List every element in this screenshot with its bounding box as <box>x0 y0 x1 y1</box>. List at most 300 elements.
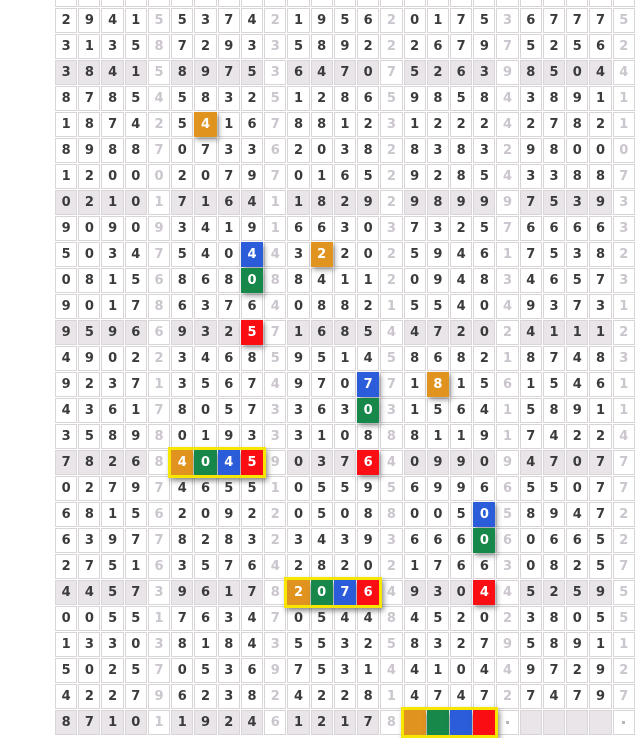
grid-cell: 8 <box>566 164 588 189</box>
grid-row <box>55 398 636 423</box>
grid-cell: 3 <box>218 658 240 683</box>
grid-cell: 6 <box>148 320 170 345</box>
highlight-cell-green <box>427 710 449 735</box>
grid-cell: 0 <box>589 138 611 163</box>
grid-cell: 5 <box>125 502 147 527</box>
grid-cell: 8 <box>171 60 193 85</box>
grid-cell: 1 <box>264 216 286 241</box>
grid-row <box>55 8 636 33</box>
grid-cell: 0 <box>194 502 216 527</box>
grid-cell: 3 <box>543 164 565 189</box>
grid-cell: 2 <box>194 528 216 553</box>
grid-cell: 6 <box>194 268 216 293</box>
highlight-cell-blue: 4 <box>241 242 263 267</box>
grid-cell: 1 <box>264 476 286 501</box>
grid-cell: 4 <box>311 60 333 85</box>
grid-cell: 4 <box>496 658 518 683</box>
grid-cell: 6 <box>427 34 449 59</box>
grid-cell <box>589 710 611 735</box>
grid-cell: 5 <box>520 580 542 605</box>
grid-cell: 2 <box>218 710 240 735</box>
grid-cell: 0 <box>334 502 356 527</box>
grid-cell: 8 <box>101 86 123 111</box>
grid-cell: 5 <box>101 606 123 631</box>
digit-grid <box>55 0 636 736</box>
grid-cell: 6 <box>357 8 379 33</box>
grid-cell: 5 <box>473 372 495 397</box>
grid-cell: 3 <box>241 138 263 163</box>
grid-cell: 6 <box>55 502 77 527</box>
grid-cell <box>334 0 356 7</box>
grid-cell: 8 <box>311 190 333 215</box>
grid-cell: 1 <box>496 242 518 267</box>
grid-cell: 9 <box>125 476 147 501</box>
grid-cell: 1 <box>101 710 123 735</box>
grid-cell: 4 <box>148 86 170 111</box>
grid-cell: 8 <box>404 424 426 449</box>
grid-cell: 6 <box>171 294 193 319</box>
grid-cell: 1 <box>55 164 77 189</box>
highlight-cell-blue <box>450 710 472 735</box>
grid-cell: 7 <box>218 164 240 189</box>
grid-cell <box>148 0 170 7</box>
grid-cell: 3 <box>194 294 216 319</box>
highlight-cell-red <box>473 710 495 735</box>
grid-cell: 7 <box>101 112 123 137</box>
grid-cell: 8 <box>78 60 100 85</box>
grid-cell: 3 <box>218 684 240 709</box>
grid-cell: 4 <box>404 320 426 345</box>
grid-cell: 2 <box>450 632 472 657</box>
grid-cell: 2 <box>55 8 77 33</box>
grid-cell: 1 <box>55 112 77 137</box>
grid-cell: 1 <box>148 372 170 397</box>
grid-cell: 2 <box>450 216 472 241</box>
grid-cell: 0 <box>473 294 495 319</box>
grid-cell: 5 <box>404 60 426 85</box>
grid-cell <box>171 0 193 7</box>
grid-cell: 6 <box>496 476 518 501</box>
grid-cell: 8 <box>380 710 402 735</box>
grid-cell: 4 <box>287 684 309 709</box>
grid-cell: 6 <box>241 658 263 683</box>
grid-cell: 8 <box>55 138 77 163</box>
grid-cell: 0 <box>311 138 333 163</box>
grid-cell: 5 <box>380 476 402 501</box>
grid-cell <box>450 0 472 7</box>
grid-cell: 5 <box>427 606 449 631</box>
grid-cell: 3 <box>101 632 123 657</box>
grid-cell: 3 <box>171 346 193 371</box>
grid-cell: 1 <box>148 606 170 631</box>
grid-cell: 1 <box>101 268 123 293</box>
grid-cell: 7 <box>613 684 635 709</box>
grid-cell: 7 <box>543 8 565 33</box>
grid-cell: 4 <box>78 580 100 605</box>
grid-cell: 3 <box>264 424 286 449</box>
grid-cell: 0 <box>125 190 147 215</box>
grid-cell: 3 <box>473 138 495 163</box>
grid-cell: 1 <box>101 190 123 215</box>
grid-cell: 2 <box>264 528 286 553</box>
grid-cell: 2 <box>287 138 309 163</box>
grid-cell: 2 <box>380 190 402 215</box>
grid-cell: 6 <box>101 398 123 423</box>
grid-cell: 9 <box>543 502 565 527</box>
grid-cell: 4 <box>473 398 495 423</box>
grid-cell: 9 <box>566 632 588 657</box>
grid-cell: 4 <box>450 684 472 709</box>
grid-cell: 0 <box>125 710 147 735</box>
grid-cell: 3 <box>520 606 542 631</box>
grid-cell: 5 <box>101 580 123 605</box>
grid-row <box>55 450 636 475</box>
grid-cell: 2 <box>520 112 542 137</box>
grid-cell: 7 <box>194 138 216 163</box>
grid-cell: 7 <box>218 554 240 579</box>
grid-cell: 5 <box>404 242 426 267</box>
grid-cell: 6 <box>218 372 240 397</box>
grid-cell: 3 <box>287 242 309 267</box>
grid-cell: 6 <box>450 528 472 553</box>
grid-cell: 2 <box>78 190 100 215</box>
grid-cell: 2 <box>241 86 263 111</box>
grid-cell: 4 <box>589 60 611 85</box>
grid-cell: 6 <box>543 528 565 553</box>
grid-cell <box>78 0 100 7</box>
grid-cell: 7 <box>613 164 635 189</box>
grid-cell: 8 <box>264 580 286 605</box>
grid-cell: 2 <box>171 502 193 527</box>
grid-cell: 7 <box>311 372 333 397</box>
grid-cell: 0 <box>125 632 147 657</box>
grid-cell: 1 <box>311 424 333 449</box>
grid-cell: 9 <box>55 320 77 345</box>
grid-cell: 3 <box>334 138 356 163</box>
grid-cell: 9 <box>496 450 518 475</box>
grid-cell: 8 <box>543 632 565 657</box>
grid-cell: 8 <box>78 268 100 293</box>
grid-cell: 0 <box>78 294 100 319</box>
grid-cell: 8 <box>171 398 193 423</box>
grid-cell: 8 <box>171 268 193 293</box>
grid-cell: 7 <box>264 320 286 345</box>
grid-cell: 5 <box>311 632 333 657</box>
grid-cell: 8 <box>218 632 240 657</box>
grid-row <box>55 190 636 215</box>
grid-cell: 2 <box>311 86 333 111</box>
grid-cell: 4 <box>473 658 495 683</box>
grid-cell: 1 <box>101 294 123 319</box>
grid-cell: 9 <box>148 216 170 241</box>
grid-cell: 0 <box>171 138 193 163</box>
grid-cell: 5 <box>589 528 611 553</box>
grid-cell: 1 <box>311 164 333 189</box>
grid-cell: 8 <box>380 606 402 631</box>
grid-cell: 1 <box>566 320 588 345</box>
grid-cell: 9 <box>78 138 100 163</box>
grid-row <box>55 346 636 371</box>
grid-cell: 7 <box>543 112 565 137</box>
highlight-cell-red: 6 <box>357 450 379 475</box>
grid-cell: 8 <box>520 346 542 371</box>
grid-cell: 7 <box>171 190 193 215</box>
grid-cell: 2 <box>101 658 123 683</box>
grid-cell <box>55 0 77 7</box>
grid-cell: 8 <box>543 138 565 163</box>
grid-cell: 4 <box>496 164 518 189</box>
grid-cell: 1 <box>450 372 472 397</box>
grid-cell: 9 <box>357 190 379 215</box>
grid-cell: 1 <box>287 8 309 33</box>
grid-cell: 3 <box>473 60 495 85</box>
grid-cell: 6 <box>311 216 333 241</box>
grid-cell <box>287 0 309 7</box>
grid-cell: 3 <box>496 554 518 579</box>
grid-cell: 8 <box>589 346 611 371</box>
grid-cell: 3 <box>566 190 588 215</box>
grid-cell: 4 <box>264 294 286 319</box>
highlight-cell-red: 4 <box>473 580 495 605</box>
highlight-cell-orange: 8 <box>427 372 449 397</box>
grid-cell: 1 <box>287 320 309 345</box>
grid-cell: 1 <box>171 710 193 735</box>
grid-cell: 6 <box>520 216 542 241</box>
grid-cell: 9 <box>78 346 100 371</box>
grid-cell: 8 <box>311 294 333 319</box>
grid-cell: 5 <box>520 476 542 501</box>
grid-cell: 3 <box>218 606 240 631</box>
grid-cell: 0 <box>566 60 588 85</box>
grid-cell: 7 <box>334 450 356 475</box>
grid-cell: 2 <box>357 632 379 657</box>
grid-cell: 0 <box>171 424 193 449</box>
grid-cell: 8 <box>148 34 170 59</box>
grid-cell: 6 <box>148 554 170 579</box>
grid-cell: 9 <box>450 476 472 501</box>
grid-cell: 0 <box>287 450 309 475</box>
grid-cell: 1 <box>589 320 611 345</box>
grid-cell: 6 <box>148 502 170 527</box>
grid-cell <box>543 710 565 735</box>
grid-cell: 9 <box>55 294 77 319</box>
grid-cell: 3 <box>55 34 77 59</box>
grid-cell: 5 <box>543 372 565 397</box>
grid-cell: 8 <box>101 424 123 449</box>
grid-cell: 2 <box>334 190 356 215</box>
grid-cell: 2 <box>427 60 449 85</box>
grid-cell: 2 <box>427 164 449 189</box>
grid-cell: 0 <box>55 190 77 215</box>
grid-cell: 8 <box>218 268 240 293</box>
grid-cell: 5 <box>543 60 565 85</box>
grid-cell: 3 <box>427 632 449 657</box>
grid-cell: 8 <box>287 268 309 293</box>
grid-cell: 7 <box>125 684 147 709</box>
grid-cell: 2 <box>566 424 588 449</box>
grid-cell: 7 <box>148 528 170 553</box>
grid-cell: 1 <box>287 86 309 111</box>
grid-cell: 9 <box>101 320 123 345</box>
grid-cell: 2 <box>264 8 286 33</box>
grid-cell: 3 <box>566 242 588 267</box>
grid-row <box>55 320 636 345</box>
grid-cell: 0 <box>334 424 356 449</box>
grid-cell: 7 <box>125 580 147 605</box>
grid-cell: 7 <box>589 268 611 293</box>
grid-cell: 8 <box>427 86 449 111</box>
grid-cell: 7 <box>589 476 611 501</box>
grid-cell: 4 <box>496 86 518 111</box>
grid-cell: 5 <box>613 606 635 631</box>
grid-cell: 1 <box>613 112 635 137</box>
grid-cell: 7 <box>589 502 611 527</box>
grid-cell: 6 <box>496 372 518 397</box>
grid-cell: 3 <box>241 34 263 59</box>
grid-cell: 2 <box>287 554 309 579</box>
grid-cell: 9 <box>404 580 426 605</box>
highlight-cell-orange: 4 <box>171 450 193 475</box>
grid-cell: 3 <box>194 320 216 345</box>
grid-cell: 3 <box>496 268 518 293</box>
grid-cell: 5 <box>543 242 565 267</box>
grid-cell: 0 <box>473 450 495 475</box>
grid-cell: 4 <box>520 268 542 293</box>
grid-cell: 6 <box>334 164 356 189</box>
grid-cell: 0 <box>287 606 309 631</box>
grid-cell: 3 <box>78 398 100 423</box>
grid-cell: 3 <box>380 112 402 137</box>
grid-cell: 3 <box>55 60 77 85</box>
grid-cell: 0 <box>404 268 426 293</box>
grid-cell: 7 <box>264 164 286 189</box>
grid-cell: 7 <box>241 580 263 605</box>
grid-cell: 5 <box>218 476 240 501</box>
grid-cell: 4 <box>55 684 77 709</box>
grid-cell: 0 <box>473 320 495 345</box>
grid-cell: 5 <box>357 164 379 189</box>
grid-cell: 8 <box>380 424 402 449</box>
grid-cell: 7 <box>171 34 193 59</box>
grid-cell: 4 <box>404 684 426 709</box>
highlight-cell-blue: 7 <box>334 580 356 605</box>
grid-cell: 4 <box>55 398 77 423</box>
grid-cell: 6 <box>241 554 263 579</box>
grid-cell: 9 <box>450 190 472 215</box>
grid-cell: 1 <box>589 398 611 423</box>
grid-cell: 5 <box>613 580 635 605</box>
grid-cell: 3 <box>613 268 635 293</box>
grid-cell <box>380 0 402 7</box>
grid-cell: 1 <box>380 294 402 319</box>
grid-cell: 5 <box>171 8 193 33</box>
grid-cell: 1 <box>404 398 426 423</box>
grid-cell: 0 <box>357 554 379 579</box>
grid-cell: 8 <box>357 138 379 163</box>
grid-cell: 2 <box>473 112 495 137</box>
grid-cell: 0 <box>287 502 309 527</box>
grid-cell <box>194 0 216 7</box>
grid-cell: 8 <box>241 684 263 709</box>
grid-cell: 4 <box>125 242 147 267</box>
grid-cell: 2 <box>566 554 588 579</box>
grid-cell: 1 <box>125 8 147 33</box>
grid-cell: 0 <box>287 164 309 189</box>
grid-cell: 4 <box>101 60 123 85</box>
grid-cell: 4 <box>520 320 542 345</box>
grid-cell: 5 <box>473 216 495 241</box>
grid-row <box>55 242 636 267</box>
grid-cell: 4 <box>496 294 518 319</box>
grid-cell: 3 <box>264 34 286 59</box>
grid-cell: 8 <box>427 190 449 215</box>
grid-cell <box>218 0 240 7</box>
grid-cell: 1 <box>404 372 426 397</box>
grid-cell: 2 <box>496 320 518 345</box>
grid-cell: 8 <box>78 502 100 527</box>
grid-cell: 8 <box>78 112 100 137</box>
grid-cell: 6 <box>589 34 611 59</box>
highlight-cell-orange: 4 <box>194 112 216 137</box>
grid-cell: 9 <box>404 86 426 111</box>
grid-cell: 5 <box>241 476 263 501</box>
grid-cell: 7 <box>148 242 170 267</box>
grid-cell: 5 <box>287 632 309 657</box>
grid-cell: 2 <box>613 658 635 683</box>
grid-cell: 8 <box>334 294 356 319</box>
grid-cell: 1 <box>404 112 426 137</box>
grid-cell: 5 <box>78 424 100 449</box>
grid-cell: 1 <box>287 710 309 735</box>
grid-cell: 5 <box>543 476 565 501</box>
grid-cell: 1 <box>334 710 356 735</box>
grid-cell: 1 <box>125 60 147 85</box>
grid-cell: 7 <box>78 554 100 579</box>
grid-cell: 3 <box>589 294 611 319</box>
grid-cell: 4 <box>613 424 635 449</box>
grid-cell: 7 <box>589 8 611 33</box>
grid-row <box>55 216 636 241</box>
grid-cell: 9 <box>357 476 379 501</box>
grid-cell: 3 <box>427 138 449 163</box>
grid-cell: 5 <box>334 8 356 33</box>
grid-cell: 2 <box>334 554 356 579</box>
grid-cell: 4 <box>194 242 216 267</box>
grid-cell: 7 <box>427 320 449 345</box>
grid-cell: 8 <box>450 164 472 189</box>
grid-cell: 0 <box>613 138 635 163</box>
grid-cell: 2 <box>380 242 402 267</box>
grid-cell: 8 <box>171 528 193 553</box>
grid-cell: 2 <box>543 580 565 605</box>
grid-row <box>55 710 636 735</box>
grid-cell: 3 <box>543 294 565 319</box>
grid-cell: 8 <box>520 60 542 85</box>
grid-cell <box>264 0 286 7</box>
grid-cell: 5 <box>520 34 542 59</box>
grid-cell: 2 <box>380 34 402 59</box>
grid-cell: 2 <box>450 606 472 631</box>
grid-cell: 8 <box>543 606 565 631</box>
highlight-cell-green: 0 <box>241 268 263 293</box>
grid-cell: 0 <box>171 658 193 683</box>
grid-cell: 5 <box>520 632 542 657</box>
grid-cell: 4 <box>357 346 379 371</box>
grid-cell: 7 <box>566 8 588 33</box>
grid-row <box>55 60 636 85</box>
grid-cell: 3 <box>334 658 356 683</box>
grid-row <box>55 86 636 111</box>
